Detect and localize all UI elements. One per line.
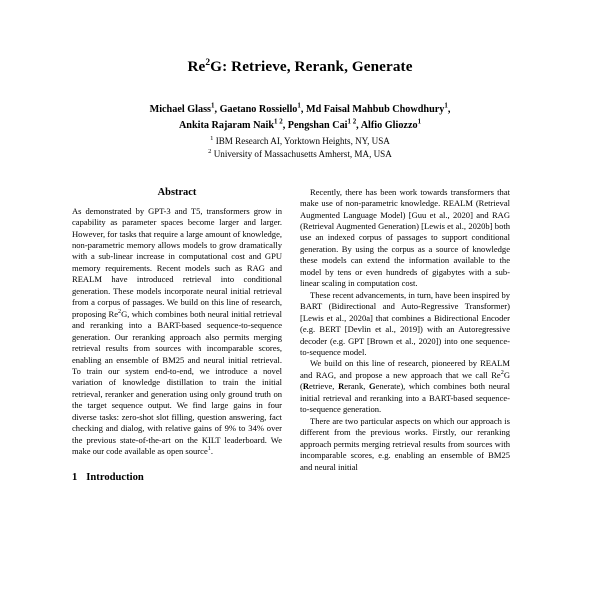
two-column-body — [72, 187, 528, 483]
abstract-heading: Abstract — [157, 186, 197, 198]
author-affiliation-mark: 1 2 — [274, 118, 283, 126]
intro-paragraph-2: These recent advancements, in turn, have been inspired by BART (Bidirectional and Auto-Regressive Transformer) [Lewis et al., 2020a] that combines a Bidirectional Encoder (e.g. BERT [Devlin et al., 2019]) with an Autoregressive decoder (e.g. GPT [Brown et al., 2020]) into one sequence-to-sequence model. — [300, 289, 510, 357]
author-line-1: Michael Glass$^1$, Gaetano Rossiello$^1$, Md Faisal Mahbub Chowdhury$^1$, — [149, 102, 451, 116]
intro-p3-part-c: etrieve, — [309, 381, 339, 392]
page-title — [72, 0, 528, 76]
intro-p3-part-e: enerate), which combines both neural initial retrieval and reranking into a BART-based sequence-to-sequence generation. — [300, 381, 510, 415]
footnote-marker[interactable]: 1 — [207, 446, 211, 453]
left-column — [72, 187, 282, 483]
intro-paragraph-4: There are two particular aspects on which our approach is different from the previous works. Firstly, our reranking approach permits merging retrieval results from sources with incomparable scores, e.g. enabling an ensemble of BM25 and neural initial — [300, 415, 510, 472]
intro-paragraph-3 — [300, 358, 510, 415]
author-name: Gaetano Rossiello — [219, 104, 298, 116]
author-name: Md Faisal Mahbub Chowdhury — [305, 104, 445, 116]
abstract-paragraph — [72, 206, 282, 458]
title-superscript: 2 — [205, 57, 211, 68]
affiliation-item — [72, 135, 528, 148]
intro-paragraph-1: Recently, there has been work towards transformers that make use of non-parametric knowledge. REALM (Retrieval Augmented Language Model) [Guu et al., 2020] and RAG (Retrieval Augmented Generation) [Lewis et al., 2020b] both use an indexed corpus of passages to support conditional generation. By using the corpus as a source of knowledge these models can extend the information available to the model by tens or even hundreds of gigabytes with a sub-linear scaling in computation cost. — [300, 186, 510, 289]
abstract-text-part-2: G, which combines both neural initial retrieval and reranking into a BART-based sequence-to-sequence generation. Our reranking approach also permits merging retrieval results from sources with incomparable scores, enabling an ensemble of BM25 and neural initial retrieval. To train our system end-to-end, we introduce a novel variation of knowledge distillation to train the initial retrieval, reranker and generation using only ground truth on the target sequence output. We find large gains in four diverse tasks: zero-shot slot filling, question answering, fact checking and dialog, with relative gains of 9% to 34% over the previous state-of-the-art on the KILT leaderboard. We make our code available as open source — [72, 308, 282, 457]
right-column — [300, 187, 510, 483]
title-prefix: Re — [187, 58, 206, 75]
section-heading-introduction — [72, 472, 282, 483]
affiliation-item — [72, 148, 528, 161]
affiliation-text: IBM Research AI, Yorktown Heights, NY, USA — [215, 136, 390, 147]
intro-p3-part-b: G ( — [300, 369, 510, 392]
author-list — [72, 76, 528, 133]
affiliation-mark: 2 — [208, 148, 212, 156]
section-number: 1 — [72, 471, 78, 483]
abstract-re2g-superscript: 2 — [118, 308, 122, 315]
author-affiliation-mark: 1 — [417, 118, 422, 126]
acronym-letter-rerank: R — [338, 381, 345, 392]
intro-p3-part-d: erank, — [344, 381, 369, 392]
intro-re2g-superscript: 2 — [500, 370, 504, 377]
author-affiliation-mark: 1 — [211, 102, 215, 110]
author-line-2: Ankita Rajaram Naik$^{1 2}$, Pengshan Cai$^{1 2}$, Alfio Gliozzo$^1$ — [178, 118, 422, 131]
author-name: Pengshan Cai — [287, 119, 348, 131]
author-name: Ankita Rajaram Naik — [178, 119, 275, 131]
author-name: Alfio Gliozzo — [360, 119, 418, 131]
author-affiliation-mark: 1 — [444, 102, 448, 110]
section-title: Introduction — [86, 471, 144, 483]
abstract-text-part-1: As demonstrated by GPT-3 and T5, transformers grow in capability as parameter spaces become larger and larger. However, for tasks that require a large amount of knowledge, non-parametric memory allows models to grow dramatically with a sub-linear increase in computational cost and GPU memory requirements. Recent models such as RAG and REALM have introduced retrieval into conditional generation. These models incorporate neural initial retrieval from a corpus of passages. We build on this line of research, proposing Re — [72, 205, 282, 319]
affiliation-mark: 1 — [210, 135, 214, 143]
author-affiliation-mark: 1 2 — [347, 118, 357, 126]
affiliation-text: University of Massachusetts Amherst, MA, USA — [213, 149, 392, 160]
title-suffix: G: Retrieve, Rerank, Generate — [210, 58, 413, 75]
author-name: Michael Glass — [149, 104, 211, 116]
author-affiliation-mark: 1 — [297, 102, 301, 110]
intro-p3-part-a: We build on this line of research, pioneered by REALM and RAG, and propose a new approach that we call Re — [300, 358, 510, 380]
affiliation-list — [72, 133, 528, 161]
acronym-letter-retrieve: R — [302, 381, 310, 392]
abstract-end-punctuation: . — [210, 446, 213, 457]
acronym-letter-generate: G — [369, 381, 376, 392]
